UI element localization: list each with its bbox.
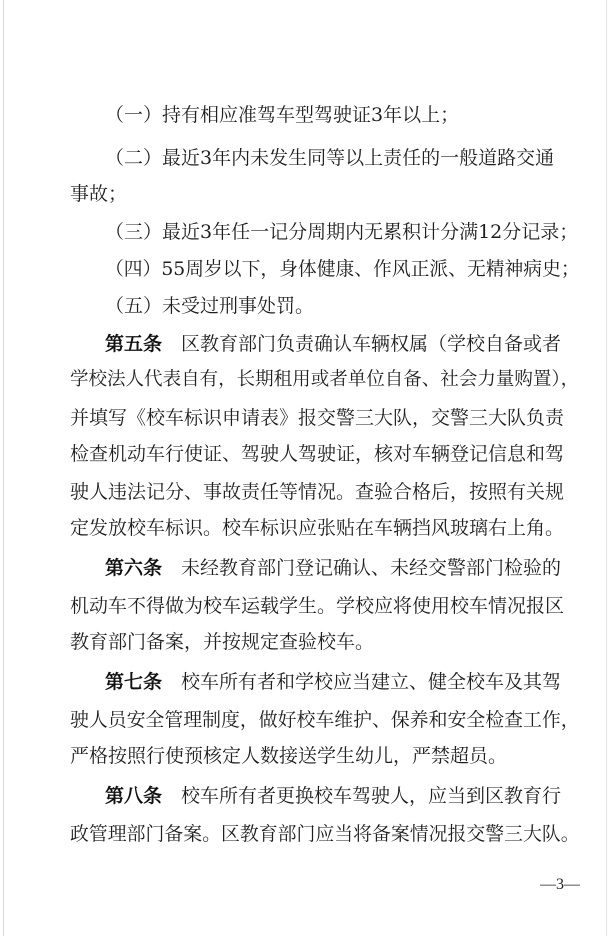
article-8-first-line	[105, 784, 561, 808]
article-6-first-text: 未经教育部门登记确认、未经交警部门检验的	[181, 557, 562, 579]
qualification-item-2-continued: 事故；	[70, 183, 128, 205]
article-6-line: 教育部门备案，并按规定查验校车。	[70, 631, 375, 653]
qualification-item-3: （三）最近3年任一记分周期内无累积计分满12分记录；	[105, 221, 579, 243]
page-edge-left	[3, 0, 4, 936]
page-edge-right	[606, 0, 607, 936]
article-6-first-line	[105, 556, 561, 580]
qualification-item-5: （五）未受过刑事处罚。	[105, 295, 315, 317]
qualification-item-4: （四）55周岁以下，身体健康、作风正派、无精神病史；	[105, 259, 580, 280]
article-5-line: 并填写《校车标识申请表》报交警三大队，交警三大队负责	[70, 407, 565, 429]
article-6-heading: 第六条	[105, 557, 163, 579]
article-7-first-line	[105, 670, 561, 694]
article-5-first-line	[105, 332, 561, 356]
qualification-item-2: （二）最近3年内未发生同等以上责任的一般道路交通	[105, 147, 555, 169]
article-7-line: 严格按照行使预核定人数接送学生幼儿，严禁超员。	[70, 745, 508, 767]
article-8-heading: 第八条	[105, 785, 163, 807]
article-6-line: 机动车不得做为校车运载学生。学校应将使用校车情况报区	[70, 595, 565, 617]
article-8-line: 政管理部门备案。区教育部门应当将备案情况报交警三大队。	[70, 823, 580, 845]
page-number: —3—	[540, 876, 580, 893]
qualification-item-1: （一）持有相应准驾车型驾驶证3年以上；	[105, 104, 460, 126]
article-5-line: 检查机动车行使证、驾驶人驾驶证，核对车辆登记信息和驾	[70, 443, 565, 465]
article-5-line: 学校法人代表自有，长期租用或者单位自备、社会力量购置），	[70, 369, 580, 390]
article-5-line: 定发放校车标识。校车标识应张贴在车辆挡风玻璃右上角。	[70, 517, 565, 539]
article-7-heading: 第七条	[105, 671, 163, 693]
article-7-first-text: 校车所有者和学校应当建立、健全校车及其驾	[181, 671, 562, 693]
article-5-first-text: 区教育部门负责确认车辆权属（学校自备或者	[181, 333, 562, 355]
article-5-heading: 第五条	[105, 333, 163, 355]
article-8-first-text: 校车所有者更换校车驾驶人，应当到区教育行	[181, 785, 562, 807]
article-7-line: 驶人员安全管理制度，做好校车维护、保养和安全检查工作，	[70, 709, 580, 731]
article-5-line: 驶人违法记分、事故责任等情况。查验合格后，按照有关规	[70, 481, 565, 503]
